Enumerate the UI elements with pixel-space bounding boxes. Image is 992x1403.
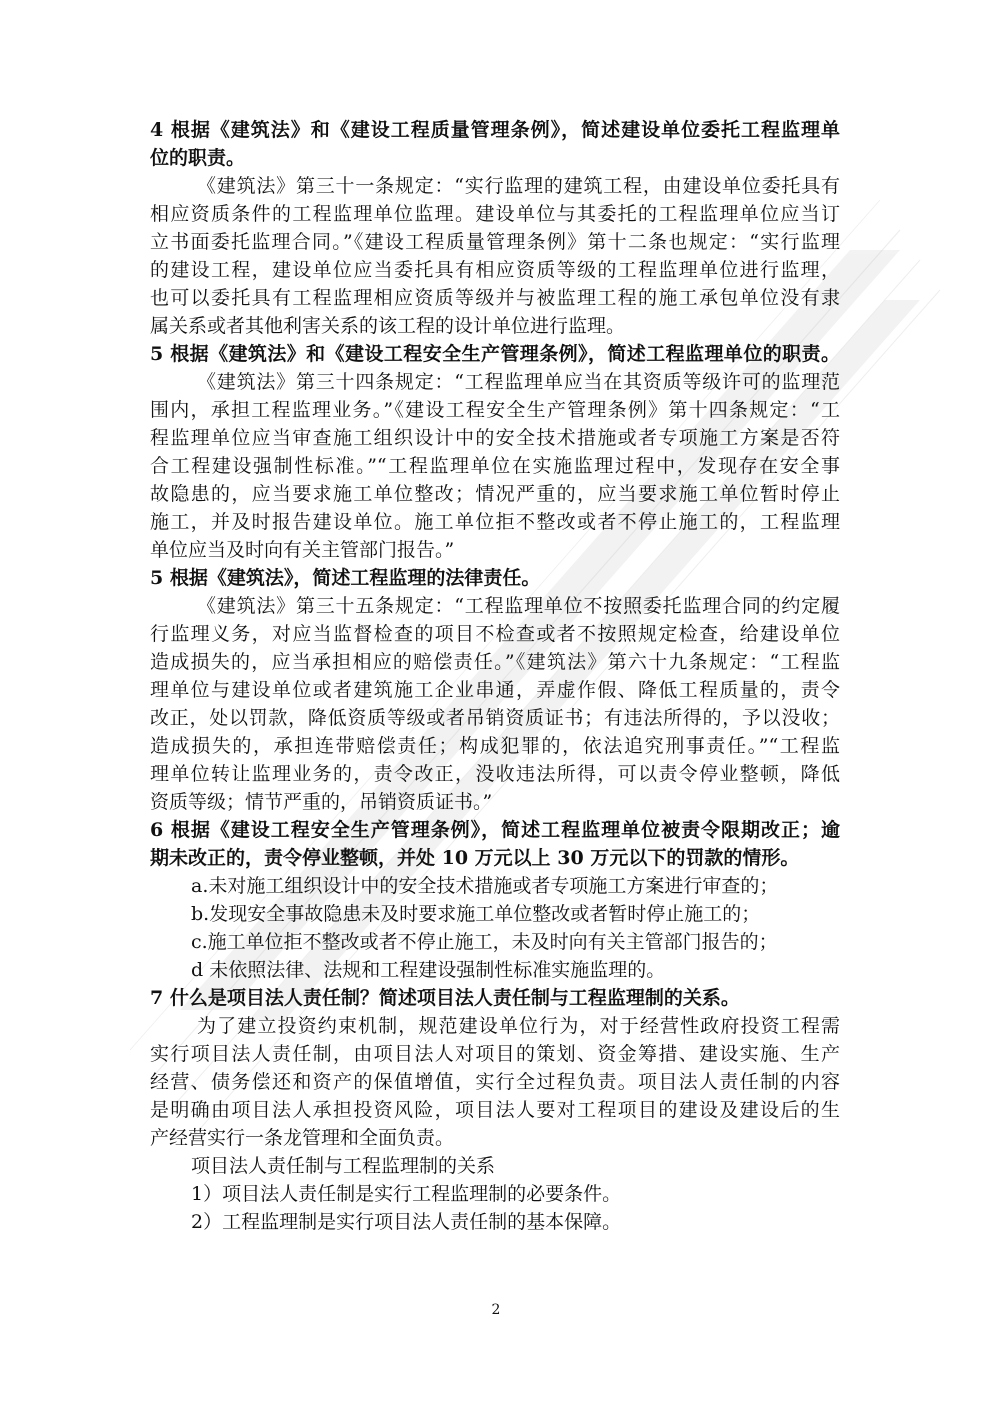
list-item: b.发现安全事故隐患未及时要求施工单位整改或者暂时停止施工的；	[191, 903, 761, 925]
section-q6	[150, 816, 840, 984]
list-item: d 未依照法律、法规和工程建设强制性标准实施监理的。	[191, 959, 666, 981]
paragraph-line: 为了建立投资约束机制，规范建设单位行为，对于经营性政府投资工程需	[197, 1015, 840, 1037]
paragraph-line: 造成损失的，承担连带赔偿责任；构成犯罪的，依法追究刑事责任。”“工程监	[150, 735, 840, 757]
section-heading: 位的职责。	[150, 147, 246, 169]
section-q5-duties	[150, 340, 840, 564]
section-heading: 期未改正的，责令停业整顿，并处 10 万元以上 30 万元以下的罚款的情形。	[150, 847, 800, 869]
paragraph-line: 程监理单位应当审查施工组织设计中的安全技术措施或者专项施工方案是否符	[150, 427, 840, 449]
paragraph-line: 属关系或者其他利害关系的该工程的设计单位进行监理。	[150, 315, 626, 337]
paragraph-line: 《建筑法》第三十五条规定：“工程监理单位不按照委托监理合同的约定履	[197, 595, 840, 617]
paragraph-line: 也可以委托具有工程监理相应资质等级并与被监理工程的施工承包单位没有隶	[150, 287, 840, 309]
paragraph-line: 是明确由项目法人承担投资风险，项目法人要对工程项目的建设及建设后的生	[150, 1099, 840, 1121]
relation-title: 项目法人责任制与工程监理制的关系	[191, 1155, 496, 1177]
paragraph-line: 《建筑法》第三十一条规定：“实行监理的建筑工程，由建设单位委托具有	[197, 175, 840, 197]
section-q4	[150, 116, 840, 340]
section-heading: 7 什么是项目法人责任制？简述项目法人责任制与工程监理制的关系。	[150, 987, 740, 1009]
paragraph-line: 行监理义务，对应当监督检查的项目不检查或者不按照规定检查，给建设单位	[150, 623, 840, 645]
paragraph-line: 资质等级；情节严重的，吊销资质证书。”	[150, 791, 493, 813]
section-heading: 4 根据《建筑法》和《建设工程质量管理条例》，简述建设单位委托工程监理单	[150, 119, 840, 141]
paragraph-line: 造成损失的，应当承担相应的赔偿责任。”《建筑法》第六十九条规定：“工程监	[150, 651, 840, 673]
document-body	[150, 116, 840, 1236]
section-heading: 6 根据《建设工程安全生产管理条例》，简述工程监理单位被责令限期改正；逾	[150, 819, 840, 841]
list-item: 1）项目法人责任制是实行工程监理制的必要条件。	[191, 1183, 622, 1205]
paragraph-line: 经营、债务偿还和资产的保值增值，实行全过程负责。项目法人责任制的内容	[150, 1071, 840, 1093]
page-number: 2	[491, 1302, 501, 1318]
paragraph-line: 产经营实行一条龙管理和全面负责。	[150, 1127, 455, 1149]
paragraph-line: 的建设工程，建设单位应当委托具有相应资质等级的工程监理单位进行监理，	[150, 259, 840, 281]
paragraph-line: 实行项目法人责任制，由项目法人对项目的策划、资金筹措、建设实施、生产	[150, 1043, 840, 1065]
paragraph-line: 施工，并及时报告建设单位。施工单位拒不整改或者不停止施工的，工程监理	[150, 511, 840, 533]
paragraph-line: 立书面委托监理合同。”《建设工程质量管理条例》第十二条也规定：“实行监理	[150, 231, 840, 253]
paragraph-line: 合工程建设强制性标准。”“工程监理单位在实施监理过程中，发现存在安全事	[150, 455, 840, 477]
section-heading: 5 根据《建筑法》和《建设工程安全生产管理条例》，简述工程监理单位的职责。	[150, 343, 840, 365]
paragraph-line: 围内，承担工程监理业务。”《建设工程安全生产管理条例》第十四条规定：“工	[150, 399, 840, 421]
paragraph-line: 相应资质条件的工程监理单位监理。建设单位与其委托的工程监理单位应当订	[150, 203, 840, 225]
paragraph-line: 《建筑法》第三十四条规定：“工程监理单应当在其资质等级许可的监理范	[197, 371, 840, 393]
list-item: 2）工程监理制是实行项目法人责任制的基本保障。	[191, 1211, 622, 1233]
section-q7	[150, 984, 840, 1236]
paragraph-line: 单位应当及时向有关主管部门报告。”	[150, 539, 455, 561]
section-heading: 5 根据《建筑法》，简述工程监理的法律责任。	[150, 567, 541, 589]
paragraph-line: 改正，处以罚款，降低资质等级或者吊销资质证书；有违法所得的，予以没收；	[150, 707, 840, 729]
paragraph-line: 理单位转让监理业务的，责令改正，没收违法所得，可以责令停业整顿，降低	[150, 763, 840, 785]
paragraph-line: 故隐患的，应当要求施工单位整改；情况严重的，应当要求施工单位暂时停止	[150, 483, 840, 505]
paragraph-line: 理单位与建设单位或者建筑施工企业串通，弄虚作假、降低工程质量的，责令	[150, 679, 840, 701]
list-item: c.施工单位拒不整改或者不停止施工，未及时向有关主管部门报告的；	[191, 931, 778, 953]
section-q5-liability	[150, 564, 840, 816]
list-item: a.未对施工组织设计中的安全技术措施或者专项施工方案进行审查的；	[191, 875, 779, 897]
